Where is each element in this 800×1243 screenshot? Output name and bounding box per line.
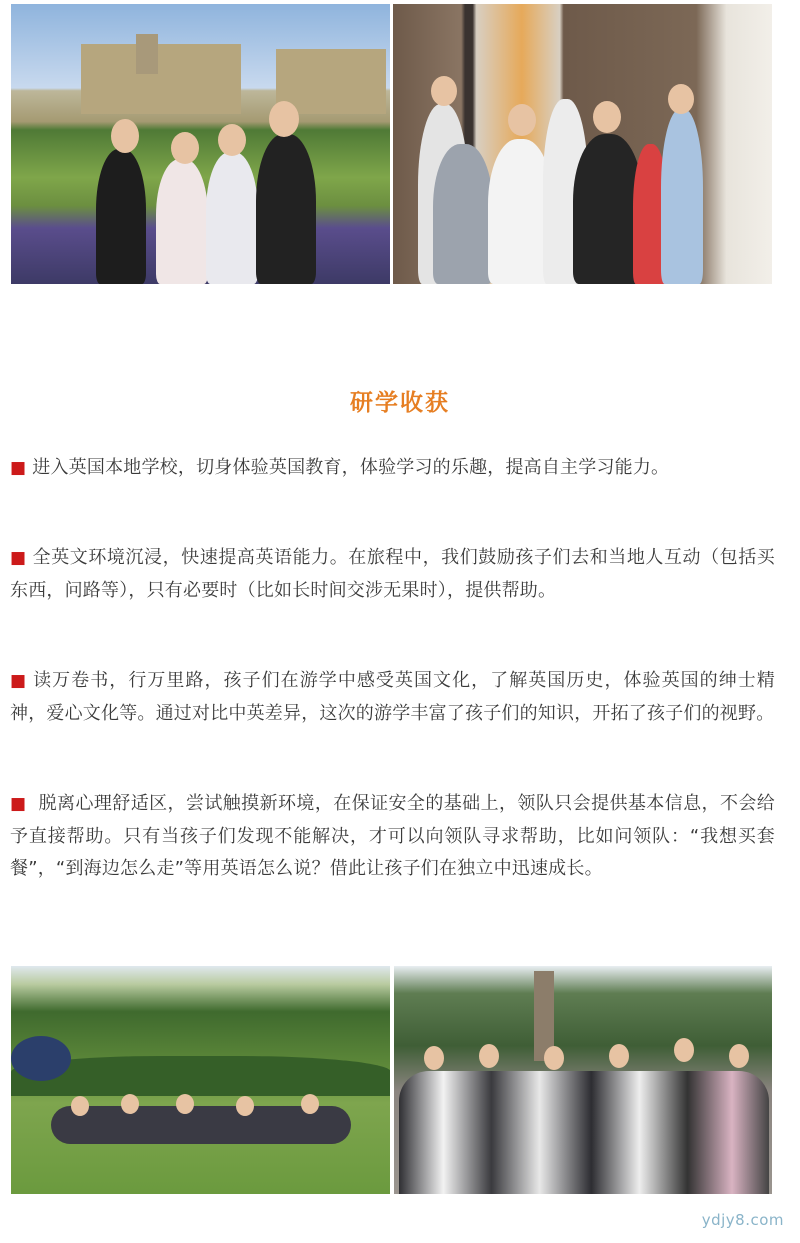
watermark: ydjy8.com — [701, 1211, 784, 1229]
bullet-square: ■ — [10, 794, 27, 814]
paragraph-4 — [10, 788, 775, 886]
photo-group-at-doorway — [393, 4, 772, 284]
paragraph-1 — [10, 452, 775, 485]
photo-picnic-in-park — [11, 966, 390, 1194]
photo-group-on-street — [394, 966, 773, 1194]
paragraph-2-text: 全英文环境沉浸，快速提高英语能力。在旅程中，我们鼓励孩子们去和当地人互动（包括买东西，问路等），只有必要时（比如长时间交涉无果时），提供帮助。 — [10, 547, 776, 601]
bullet-square: ■ — [10, 548, 27, 568]
paragraph-4-text: 脱离心理舒适区，尝试触摸新环境，在保证安全的基础上，领队只会提供基本信息，不会给予直接帮助。只有当孩子们发现不能解决，才可以向领队寻求帮助，比如问领队：“我想买套餐”，“到海边怎么走”等用英语怎么说？借此让孩子们在独立中迅速成长。 — [10, 793, 775, 879]
paragraph-1-text: 进入英国本地学校，切身体验英国教育，体验学习的乐趣，提高自主学习能力。 — [32, 457, 670, 478]
bullet-square: ■ — [10, 671, 28, 691]
bullet-square: ■ — [10, 458, 27, 478]
bottom-photo-row — [11, 966, 772, 1194]
photo-students-oxford-garden — [11, 4, 390, 284]
paragraph-3 — [10, 665, 775, 730]
paragraph-2 — [10, 542, 775, 607]
paragraph-3-text: 读万卷书，行万里路，孩子们在游学中感受英国文化，了解英国历史，体验英国的绅士精神，爱心文化等。通过对比中英差异，这次的游学丰富了孩子们的知识，开拓了孩子们的视野。 — [10, 670, 775, 724]
top-photo-row — [11, 4, 772, 284]
section-title: 研学收获 — [350, 390, 450, 416]
